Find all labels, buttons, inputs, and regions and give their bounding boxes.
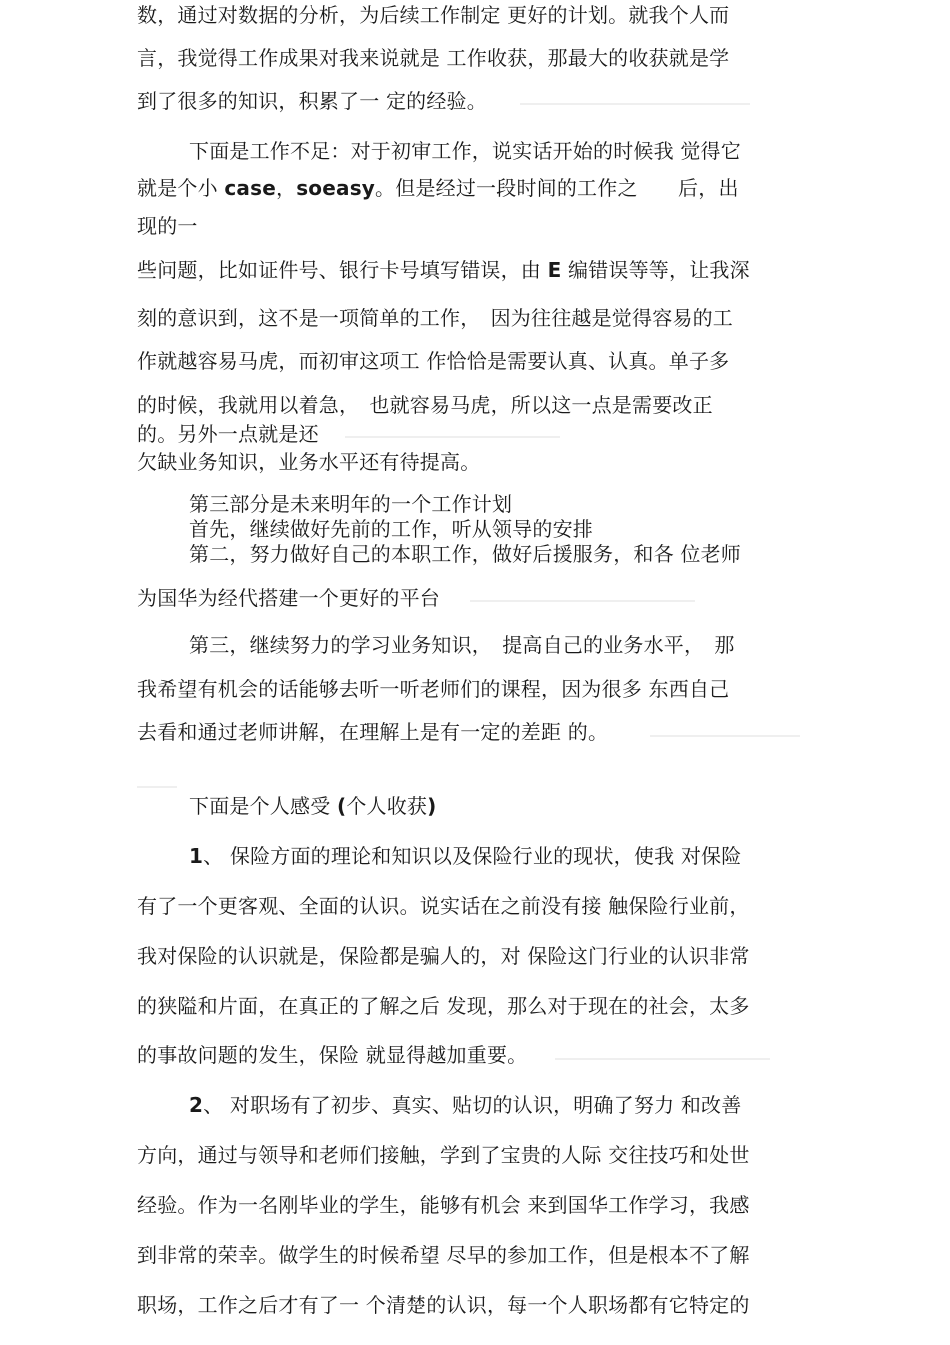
paragraph-line: 欠缺业务知识，业务水平还有待提高。 [137,450,481,474]
paragraph-line: 的。另外一点就是还 [137,422,319,446]
line-text: 、 保险方面的理论和知识以及保险行业的现状，使我 对保险 [203,844,742,868]
paragraph-line: 我对保险的认识就是，保险都是骗人的，对 保险这门行业的认识非常 [137,944,750,968]
faint-artifact [555,1058,770,1060]
paragraph-line: 职场，工作之后才有了一 个清楚的认识，每一个人职场都有它特定的 [137,1293,750,1317]
paragraph-line: 到了很多的知识，积累了一 定的经验。 [137,89,487,113]
paragraph-line: 刻的意识到，这不是一项简单的工作， 因为往往越是觉得容易的工 [137,306,733,330]
paragraph-line: 的事故问题的发生，保险 就显得越加重要。 [137,1043,528,1067]
paragraph-line [189,843,741,869]
paragraph-line: 第三，继续努力的学习业务知识， 提高自己的业务水平， 那 [189,633,735,657]
line-text: 些问题，比如证件号、银行卡号填写错误，由 [137,258,548,282]
paragraph-line [137,257,750,283]
paragraph-line: 去看和通过老师讲解，在理解上是有一定的差距 的。 [137,720,609,744]
paragraph-line: 言，我觉得工作成果对我来说就是 工作收获，那最大的收获就是学 [137,46,730,70]
paragraph-line: 方向，通过与领导和老师们接触，学到了宝贵的人际 交往技巧和处世 [137,1143,750,1167]
paragraph-line: 现的一 [137,214,198,238]
list-number: 2 [189,1093,204,1117]
line-text: 编错误等等，让我深 [561,258,750,282]
bold-text: E [547,258,562,282]
line-text: 。但是经过一段时间的工作之 后，出 [375,176,739,200]
paragraph-line: 下面是工作不足：对于初审工作，说实话开始的时候我 觉得它 [189,139,741,163]
paragraph-line: 数，通过对数据的分析，为后续工作制定 更好的计划。就我个人而 [137,3,730,27]
bold-text: ( [336,794,347,818]
faint-artifact [137,786,177,788]
list-number: 1 [189,844,204,868]
paragraph-line: 有了一个更客观、全面的认识。说实话在之前没有接 触保险行业前， [137,894,750,918]
paragraph-line [189,1092,741,1118]
faint-artifact [650,735,800,737]
bold-text: case [224,176,276,200]
paragraph-line: 作就越容易马虎，而初审这项工 作恰恰是需要认真、认真。单子多 [137,349,730,373]
bold-text: soeasy [296,176,376,200]
paragraph-line: 经验。作为一名刚毕业的学生，能够有机会 来到国华工作学习，我感 [137,1193,750,1217]
line-text: 、 对职场有了初步、真实、贴切的认识，明确了努力 和改善 [203,1093,742,1117]
paragraph-line: 的时候，我就用以着急， 也就容易马虎，所以这一点是需要改正 [137,393,713,417]
line-text: ， [275,176,297,200]
faint-artifact [470,600,695,602]
faint-artifact [345,436,560,438]
paragraph-line: 我希望有机会的话能够去听一听老师们的课程，因为很多 东西自己 [137,677,730,701]
paragraph-line [189,793,436,819]
paragraph-line [137,175,739,201]
paragraph-line: 的狭隘和片面，在真正的了解之后 发现，那么对于现在的社会，太多 [137,994,750,1018]
paragraph-line: 到非常的荣幸。做学生的时候希望 尽早的参加工作，但是根本不了解 [137,1243,750,1267]
line-text: 就是个小 [137,176,225,200]
faint-artifact [520,103,750,105]
line-text: 下面是个人感受 [189,794,337,818]
bold-text: ) [427,794,437,818]
line-text: 个人收获 [346,794,428,818]
paragraph-line: 第三部分是未来明年的一个工作计划 [189,492,513,516]
paragraph-line: 首先，继续做好先前的工作，听从领导的安排 [189,517,593,541]
paragraph-line: 第二，努力做好自己的本职工作，做好后援服务，和各 位老师 [189,542,741,566]
paragraph-line: 为国华为经代搭建一个更好的平台 [137,586,440,610]
